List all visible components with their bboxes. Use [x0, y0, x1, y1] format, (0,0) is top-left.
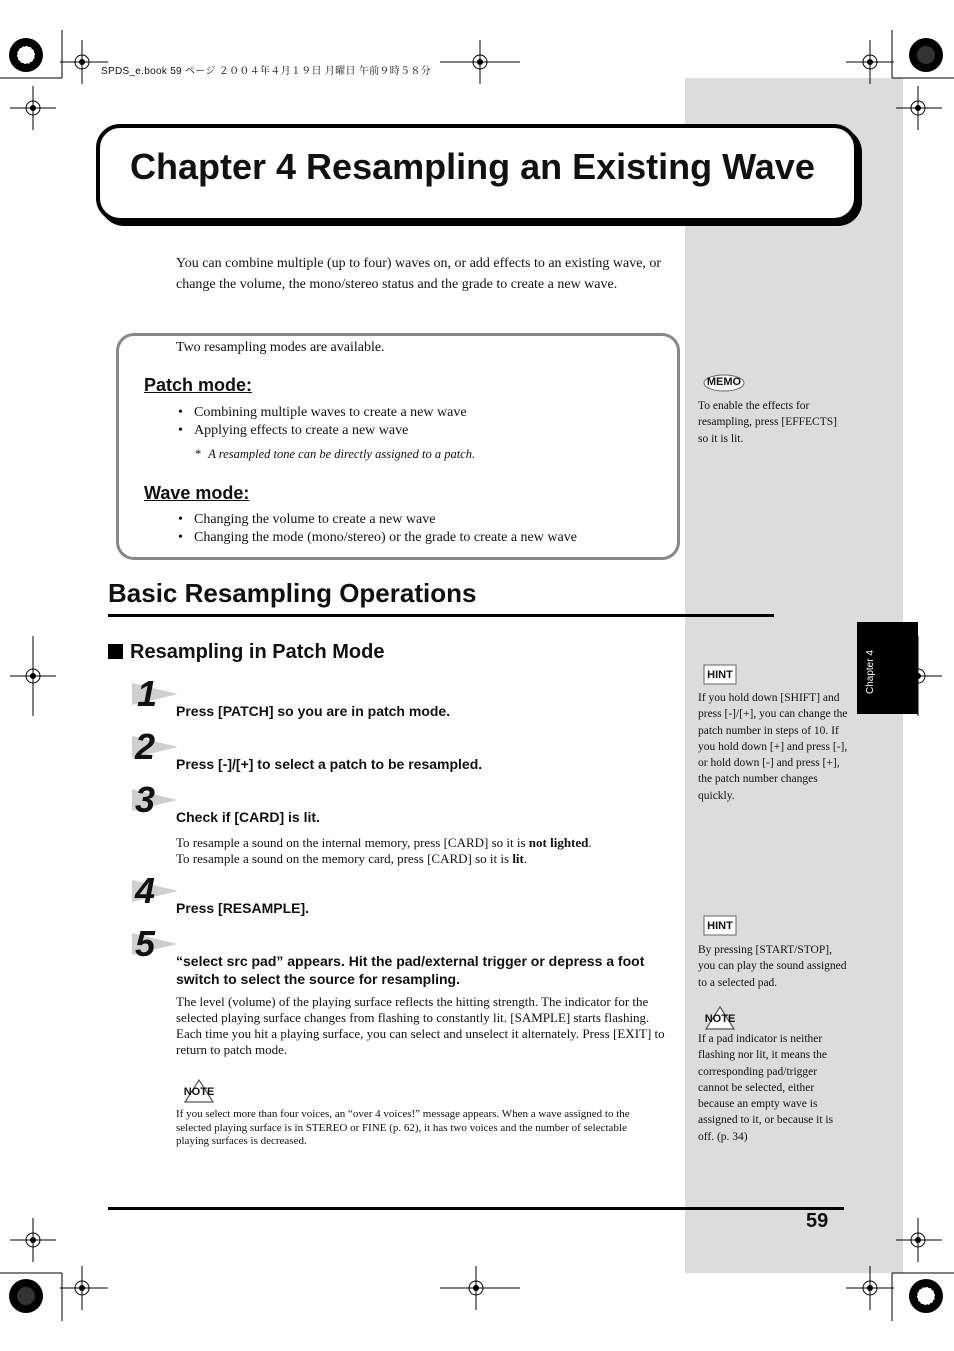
step-number: 1	[137, 673, 158, 714]
step-3-line-1-end: .	[588, 835, 592, 850]
step-number: 4	[135, 870, 156, 911]
hint-1-text: If you hold down [SHIFT] and press [-]/[+], you can change the patch number in steps of 10. If you hold down [+] and press [-], or hold down [-] and press [+], the patch number changes quickly.	[698, 692, 848, 802]
step-4-text: Press [RESAMPLE].	[176, 900, 310, 916]
list-item: • Changing the volume to create a new wave	[176, 511, 577, 529]
intro-paragraph: You can combine multiple (up to four) waves on, or add effects to an existing wave, or change the volume, the mono/stereo status and the grade to create a new wave.	[176, 256, 662, 292]
patch-mode-list	[176, 404, 467, 440]
hint-icon-label: HINT	[707, 920, 733, 932]
step-3-line-1-bold: not lighted	[528, 835, 589, 850]
section-rule	[108, 614, 774, 617]
file-info-header: SPDS_e.book 59 ページ ２００４年４月１９日 月曜日 午前９時５８分	[101, 66, 431, 77]
step-5-text: “select src pad” appears. Hit the pad/external trigger or depress a foot switch to select the source for resampling.	[176, 953, 645, 987]
wave-mode-heading: Wave mode:	[144, 483, 250, 503]
hint-icon-label: HINT	[707, 669, 733, 681]
page-number: 59	[806, 1210, 829, 1232]
section-title: Basic Resampling Operations	[108, 578, 477, 608]
note-icon-label: NOTE	[704, 1013, 736, 1025]
step-3-line-1-text: To resample a sound on the internal memory, press [CARD] so it is	[176, 835, 529, 850]
list-item: • Applying effects to create a new wave	[176, 422, 467, 440]
hint-2-text: By pressing [START/STOP], you can play the sound assigned to a selected pad.	[698, 944, 847, 989]
step-3-line-1	[176, 835, 592, 851]
step-3-body	[176, 835, 592, 867]
modes-intro: Two resampling modes are available.	[176, 340, 385, 355]
step-number: 5	[135, 923, 156, 964]
footer-rule	[108, 1207, 844, 1210]
hint-icon	[703, 913, 737, 937]
patch-mode-note	[195, 447, 475, 462]
subsection-title	[108, 641, 384, 664]
step-2-text: Press [-]/[+] to select a patch to be resampled.	[176, 756, 483, 772]
step-3-line-2-text: To resample a sound on the memory card, press [CARD] so it is	[176, 851, 513, 866]
step-3-line-2	[176, 851, 592, 867]
note-icon	[182, 1078, 216, 1104]
chapter-side-tab-label: Chapter 4	[865, 650, 876, 694]
asterisk-mark: *	[195, 447, 202, 461]
step-1-text: Press [PATCH] so you are in patch mode.	[176, 703, 451, 719]
list-item: • Changing the mode (mono/stereo) or the grade to create a new wave	[176, 529, 577, 547]
chapter-side-tab[interactable]	[857, 622, 918, 714]
chapter-title: Chapter 4 Resampling an Existing Wave	[130, 146, 815, 187]
subsection-title-text: Resampling in Patch Mode	[130, 641, 385, 663]
main-note-text: If you select more than four voices, an “over 4 voices!” message appears. When a wave assigned to the selected playing surface is in STEREO or FINE (p. 62), it has two voices and the number of selectable playing surfaces is decreased.	[176, 1108, 630, 1147]
step-5-body: The level (volume) of the playing surface reflects the hitting strength. The indicator for the selected playing surface changes from flashing to constantly lit. [SAMPLE] starts flashing. Each time you hit a playing surface, you can select and unselect it alternately. Press [EXIT] to return to patch mode.	[176, 994, 665, 1057]
note-icon-label: NOTE	[183, 1086, 215, 1098]
wave-mode-list	[176, 511, 577, 547]
hint-icon	[703, 662, 737, 686]
memo-text: To enable the effects for resampling, press [EFFECTS] so it is lit.	[698, 400, 837, 445]
list-item: • Combining multiple waves to create a new wave	[176, 404, 467, 422]
step-number: 3	[135, 779, 156, 820]
step-3-line-2-bold: lit	[512, 851, 524, 866]
memo-icon	[702, 373, 746, 393]
square-bullet-icon	[108, 644, 123, 659]
step-3-text: Check if [CARD] is lit.	[176, 809, 320, 825]
patch-mode-note-text: A resampled tone can be directly assigned to a patch.	[208, 447, 476, 461]
note-icon	[703, 1005, 737, 1031]
memo-icon-label: MEMO	[706, 376, 742, 388]
patch-mode-heading: Patch mode:	[144, 375, 253, 395]
side-note-text: If a pad indicator is neither flashing nor lit, it means the corresponding pad/trigger cannot be selected, either because an empty wave is assigned to it, or because it is off. (p. 34)	[698, 1033, 834, 1143]
step-number: 2	[135, 726, 156, 767]
step-3-line-2-end: .	[523, 851, 528, 866]
